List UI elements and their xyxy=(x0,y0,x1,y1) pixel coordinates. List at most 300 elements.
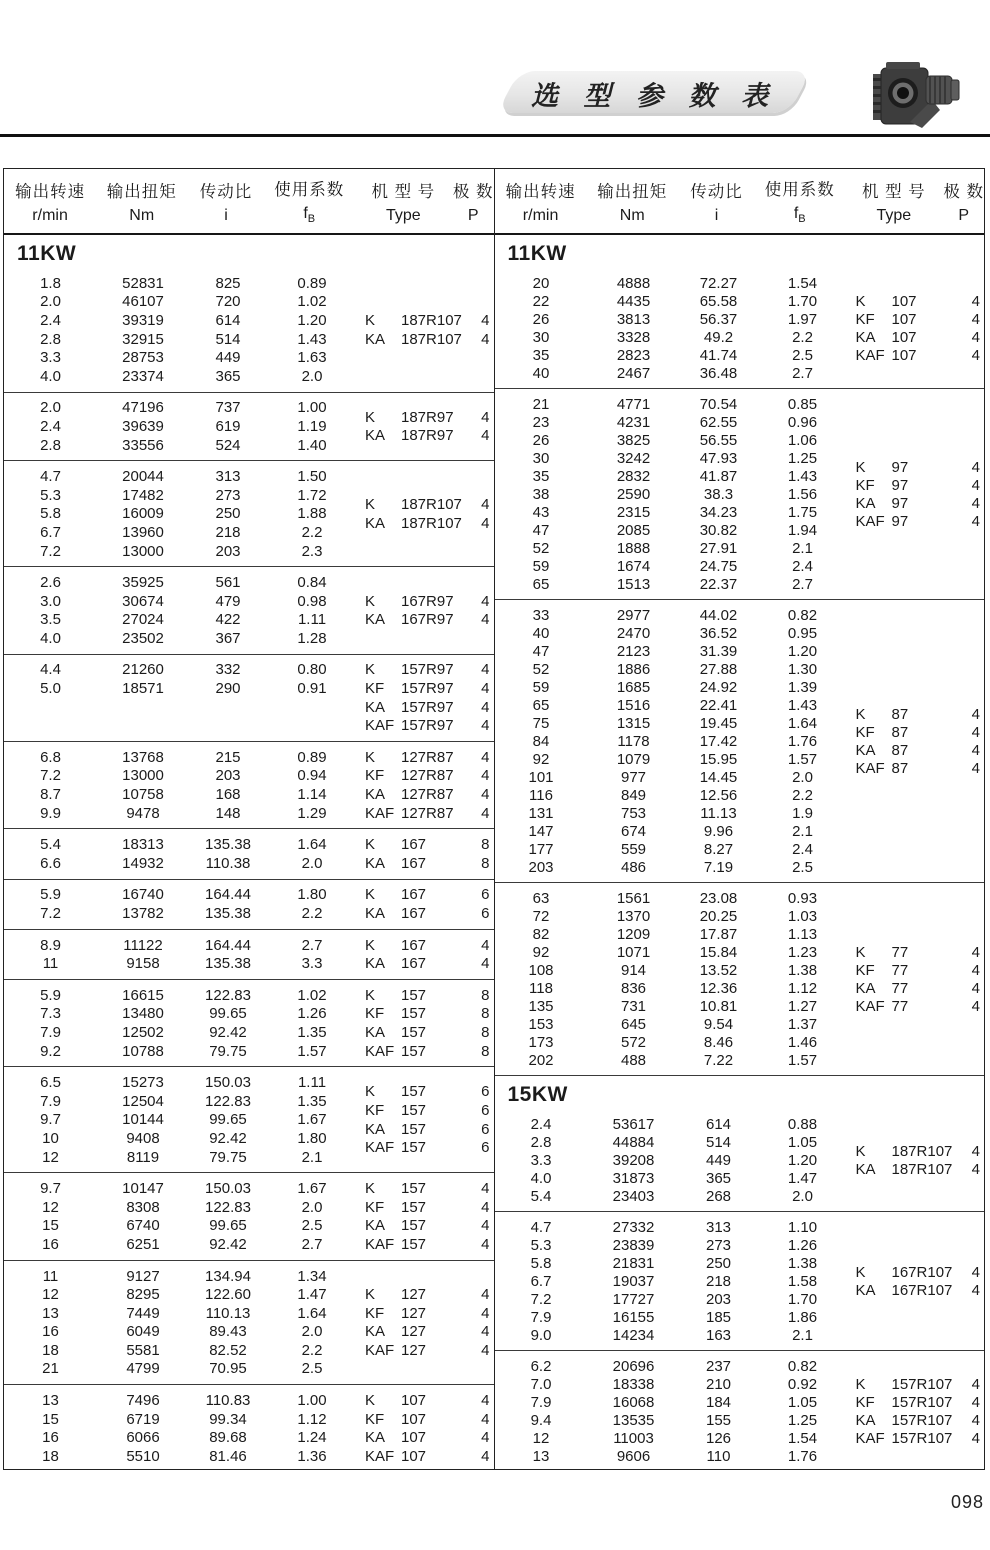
table-row xyxy=(4,1285,357,1304)
table-row xyxy=(4,293,357,312)
table-row xyxy=(4,399,357,418)
speed-cell: 52 xyxy=(532,660,550,678)
torque-cell: 9158 xyxy=(126,955,160,973)
pole-cell: 4 xyxy=(481,1286,490,1304)
group-types xyxy=(848,1218,985,1344)
torque-cell: 4435 xyxy=(616,292,651,310)
table-row xyxy=(495,328,848,346)
speed-cell: 5.9 xyxy=(40,986,61,1004)
type-prefix: KF xyxy=(365,1198,385,1216)
service-factor-cell: 1.12 xyxy=(787,979,818,997)
type-prefix: K xyxy=(365,886,376,904)
torque-cell: 14932 xyxy=(122,854,164,872)
torque-cell: 27024 xyxy=(122,611,164,629)
type-row xyxy=(357,1341,494,1360)
ratio-cell: 36.52 xyxy=(699,624,738,642)
table-row xyxy=(495,1218,848,1236)
ratio-cell: 8.27 xyxy=(703,840,734,858)
service-factor-cell: 1.05 xyxy=(787,1393,818,1411)
speed-cell: 12 xyxy=(42,1286,59,1304)
type-model: 167R97 xyxy=(401,611,454,629)
service-factor-cell: 2.1 xyxy=(301,1148,323,1166)
pole-cell: 4 xyxy=(481,1198,490,1216)
torque-cell: 13782 xyxy=(122,905,164,923)
table-row xyxy=(495,1326,848,1344)
torque-cell: 1209 xyxy=(616,925,651,943)
table-row xyxy=(4,804,357,823)
service-factor-cell: 1.76 xyxy=(787,732,818,750)
torque-cell: 10788 xyxy=(122,1042,164,1060)
service-factor-cell: 1.58 xyxy=(787,1272,818,1290)
ratio-cell: 614 xyxy=(705,1115,732,1133)
table-row xyxy=(4,661,357,680)
ratio-cell: 65.58 xyxy=(699,292,738,310)
type-row xyxy=(357,1285,494,1304)
torque-cell: 11003 xyxy=(613,1429,654,1447)
type-model: 107 xyxy=(891,310,917,328)
pole-cell: 4 xyxy=(481,680,490,698)
speed-cell: 5.4 xyxy=(530,1187,552,1205)
service-factor-cell: 1.35 xyxy=(297,1092,327,1110)
ratio-cell: 163 xyxy=(705,1326,732,1344)
table-row xyxy=(4,592,357,611)
group-types xyxy=(357,1073,494,1166)
torque-cell: 16068 xyxy=(612,1393,655,1411)
group-types xyxy=(357,936,494,973)
torque-cell: 753 xyxy=(620,804,647,822)
group-rows xyxy=(495,1357,848,1465)
type-row xyxy=(357,1217,494,1236)
table-row xyxy=(495,1169,848,1187)
torque-cell: 559 xyxy=(620,840,647,858)
ratio-cell: 82.52 xyxy=(209,1341,247,1359)
torque-cell: 7496 xyxy=(126,1392,160,1410)
table-row xyxy=(495,1115,848,1133)
ratio-cell: 365 xyxy=(215,367,241,385)
service-factor-cell: 1.27 xyxy=(787,997,818,1015)
type-row xyxy=(357,592,494,611)
service-factor-cell: 1.02 xyxy=(297,293,327,311)
pole-cell: 6 xyxy=(481,1120,490,1138)
type-model: 187R107 xyxy=(891,1160,953,1178)
torque-cell: 30674 xyxy=(122,592,164,610)
type-row xyxy=(848,1281,985,1299)
torque-cell: 16740 xyxy=(122,886,164,904)
type-row xyxy=(848,512,985,530)
type-prefix: K xyxy=(365,592,376,610)
torque-cell: 39639 xyxy=(122,417,164,435)
speed-cell: 40 xyxy=(532,624,550,642)
column-header-label: 输出扭矩 xyxy=(106,182,177,201)
speed-cell: 135 xyxy=(528,997,554,1015)
type-row xyxy=(357,698,494,717)
table-row xyxy=(495,750,848,768)
torque-cell: 32915 xyxy=(122,330,164,348)
type-row xyxy=(357,408,494,427)
table-row xyxy=(495,485,848,503)
pole-cell: 4 xyxy=(481,1323,490,1341)
table-row xyxy=(4,835,357,854)
type-row xyxy=(357,611,494,630)
speed-cell: 15 xyxy=(42,1217,59,1235)
type-row xyxy=(357,716,494,735)
speed-cell: 12 xyxy=(42,1198,59,1216)
type-model: 167 xyxy=(401,905,427,923)
ratio-cell: 825 xyxy=(215,274,241,292)
table-row xyxy=(495,1429,848,1447)
torque-cell: 13000 xyxy=(122,542,164,560)
type-row xyxy=(848,292,985,310)
type-model: 87 xyxy=(891,705,909,723)
speed-cell: 4.4 xyxy=(40,661,61,679)
speed-cell: 11 xyxy=(42,955,59,973)
group-rows xyxy=(495,395,848,593)
type-row xyxy=(848,328,985,346)
torque-cell: 2832 xyxy=(616,467,651,485)
speed-cell: 2.4 xyxy=(530,1115,552,1133)
pole-cell: 4 xyxy=(971,458,980,476)
type-model: 127R87 xyxy=(401,786,454,804)
service-factor-cell: 1.64 xyxy=(297,836,327,854)
speed-cell: 7.2 xyxy=(40,905,61,923)
speed-cell: 2.8 xyxy=(40,436,61,454)
column-header xyxy=(943,178,984,225)
type-row xyxy=(848,1160,985,1178)
torque-cell: 572 xyxy=(620,1033,647,1051)
speed-cell: 65 xyxy=(532,575,550,593)
group-rows xyxy=(4,399,357,455)
type-prefix: KAF xyxy=(365,804,395,822)
type-prefix: KAF xyxy=(365,717,395,735)
group-rows xyxy=(4,886,357,923)
service-factor-cell: 2.2 xyxy=(301,1341,323,1359)
service-factor-cell: 0.95 xyxy=(787,624,818,642)
service-factor-cell: 2.1 xyxy=(792,539,813,557)
torque-cell: 14234 xyxy=(612,1326,655,1344)
table-row xyxy=(4,467,357,486)
table-row xyxy=(495,768,848,786)
speed-cell: 13 xyxy=(532,1447,550,1465)
column-header-unit: i xyxy=(714,206,719,224)
service-factor-cell: 2.3 xyxy=(301,542,323,560)
torque-cell: 44884 xyxy=(612,1133,655,1151)
service-factor-cell: 1.50 xyxy=(297,468,327,486)
pole-cell: 4 xyxy=(481,408,490,426)
pole-cell: 4 xyxy=(971,961,980,979)
type-model: 157 xyxy=(401,1217,427,1235)
pole-cell: 4 xyxy=(481,1392,490,1410)
pole-cell: 4 xyxy=(481,330,490,348)
table-row xyxy=(495,678,848,696)
service-factor-cell: 1.57 xyxy=(297,1042,327,1060)
ratio-cell: 20.25 xyxy=(699,907,738,925)
type-prefix: KF xyxy=(365,1410,385,1428)
speed-cell: 202 xyxy=(528,1051,554,1069)
pole-cell: 4 xyxy=(481,717,490,735)
group-types xyxy=(848,1115,985,1205)
speed-cell: 7.2 xyxy=(40,542,61,560)
service-factor-cell: 2.5 xyxy=(792,858,813,876)
type-prefix: K xyxy=(855,705,866,723)
table-row xyxy=(495,1051,848,1069)
table-row xyxy=(495,907,848,925)
type-model: 77 xyxy=(891,997,909,1015)
service-factor-cell: 1.40 xyxy=(297,436,327,454)
column-header xyxy=(844,178,943,225)
torque-cell: 2823 xyxy=(616,346,651,364)
type-prefix: K xyxy=(855,458,866,476)
torque-cell: 33556 xyxy=(122,436,164,454)
pole-cell: 4 xyxy=(481,698,490,716)
ratio-cell: 99.65 xyxy=(209,1217,247,1235)
service-factor-cell: 1.56 xyxy=(787,485,818,503)
type-model: 157 xyxy=(401,1120,427,1138)
service-factor-cell: 2.7 xyxy=(301,1235,323,1253)
torque-cell: 13535 xyxy=(612,1411,655,1429)
group-types xyxy=(357,467,494,560)
type-prefix: K xyxy=(365,661,376,679)
ratio-cell: 514 xyxy=(215,330,241,348)
table-header xyxy=(4,169,494,235)
type-prefix: K xyxy=(855,292,866,310)
torque-cell: 3813 xyxy=(616,310,651,328)
type-prefix: K xyxy=(365,1180,376,1198)
speed-cell: 16 xyxy=(42,1235,59,1253)
service-factor-cell: 1.35 xyxy=(297,1023,327,1041)
group-rows xyxy=(4,467,357,560)
table-row xyxy=(4,367,357,386)
rating-group xyxy=(4,1067,494,1173)
pole-cell: 4 xyxy=(481,1447,490,1465)
type-prefix: KA xyxy=(855,494,876,512)
type-model: 157 xyxy=(401,1042,427,1060)
service-factor-cell: 1.20 xyxy=(787,1151,818,1169)
type-model: 157 xyxy=(401,1083,427,1101)
speed-cell: 26 xyxy=(532,310,550,328)
table-row xyxy=(4,542,357,561)
table-row xyxy=(495,467,848,485)
column-header-unit: $f_B$ xyxy=(793,205,806,226)
speed-cell: 7.2 xyxy=(530,1290,552,1308)
pole-cell: 4 xyxy=(971,310,980,328)
type-model: 107 xyxy=(401,1447,427,1465)
ratio-cell: 332 xyxy=(215,661,241,679)
torque-cell: 19037 xyxy=(612,1272,655,1290)
speed-cell: 15 xyxy=(42,1410,59,1428)
table-row xyxy=(4,486,357,505)
speed-cell: 3.3 xyxy=(40,349,61,367)
column-header xyxy=(4,178,96,225)
column-header-unit: $f_B$ xyxy=(303,205,316,226)
ratio-cell: 614 xyxy=(215,311,241,329)
type-model: 167R107 xyxy=(891,1263,953,1281)
torque-cell: 1178 xyxy=(617,732,650,750)
type-prefix: K xyxy=(365,748,376,766)
ratio-cell: 168 xyxy=(215,786,241,804)
speed-cell: 18 xyxy=(42,1341,59,1359)
speed-cell: 47 xyxy=(532,642,550,660)
type-model: 87 xyxy=(891,759,909,777)
torque-cell: 1079 xyxy=(616,750,651,768)
type-row xyxy=(357,1447,494,1466)
type-prefix: KF xyxy=(855,723,875,741)
group-rows xyxy=(4,748,357,822)
table-row xyxy=(495,1411,848,1429)
speed-cell: 30 xyxy=(532,449,550,467)
type-model: 107 xyxy=(891,328,917,346)
table-row xyxy=(4,748,357,767)
table-header xyxy=(495,169,985,235)
type-row xyxy=(357,767,494,786)
service-factor-cell: 0.92 xyxy=(787,1375,818,1393)
pole-cell: 4 xyxy=(481,427,490,445)
speed-cell: 3.0 xyxy=(40,592,61,610)
torque-cell: 12502 xyxy=(122,1023,164,1041)
service-factor-cell: 2.0 xyxy=(792,768,813,786)
service-factor-cell: 2.1 xyxy=(792,822,813,840)
speed-cell: 35 xyxy=(532,467,550,485)
type-model: 157 xyxy=(401,1235,427,1253)
table-row xyxy=(4,523,357,542)
torque-cell: 977 xyxy=(620,768,647,786)
column-header-unit: Nm xyxy=(129,206,155,224)
type-prefix: KA xyxy=(365,1217,386,1235)
ratio-cell: 122.83 xyxy=(205,1198,251,1216)
table-row xyxy=(4,1323,357,1342)
service-factor-cell: 1.43 xyxy=(297,330,327,348)
service-factor-cell: 2.2 xyxy=(792,328,813,346)
table-row xyxy=(495,1272,848,1290)
type-prefix: KAF xyxy=(365,1139,395,1157)
speed-cell: 4.7 xyxy=(530,1218,552,1236)
type-model: 167 xyxy=(401,854,427,872)
table-row xyxy=(4,274,357,293)
service-factor-cell: 1.47 xyxy=(787,1169,818,1187)
ratio-cell: 79.75 xyxy=(209,1042,247,1060)
section-title: 15KW xyxy=(507,1083,568,1106)
column-header xyxy=(755,176,844,225)
pole-cell: 4 xyxy=(481,1217,490,1235)
service-factor-cell: 2.5 xyxy=(301,1360,323,1378)
service-factor-cell: 0.88 xyxy=(787,1115,818,1133)
speed-cell: 108 xyxy=(528,961,554,979)
service-factor-cell: 1.00 xyxy=(297,1392,327,1410)
table-row xyxy=(495,660,848,678)
torque-cell: 47196 xyxy=(122,399,164,417)
pole-cell: 4 xyxy=(971,292,980,310)
type-prefix: K xyxy=(365,1286,376,1304)
group-types xyxy=(357,661,494,735)
table-row xyxy=(4,1410,357,1429)
type-model: 97 xyxy=(891,458,909,476)
ratio-cell: 41.87 xyxy=(699,467,738,485)
table-row xyxy=(495,642,848,660)
service-factor-cell: 2.4 xyxy=(792,557,813,575)
ratio-cell: 155 xyxy=(705,1411,732,1429)
speed-cell: 2.8 xyxy=(40,330,61,348)
table-row xyxy=(4,1023,357,1042)
torque-cell: 46107 xyxy=(122,293,164,311)
pole-cell: 4 xyxy=(971,1160,980,1178)
ratio-cell: 15.95 xyxy=(699,750,738,768)
ratio-cell: 203 xyxy=(215,767,241,785)
service-factor-cell: 1.00 xyxy=(297,399,327,417)
type-row xyxy=(357,785,494,804)
rating-group xyxy=(4,1261,494,1386)
type-row xyxy=(848,1375,985,1393)
ratio-cell: 479 xyxy=(215,592,241,610)
pole-cell: 4 xyxy=(481,311,490,329)
service-factor-cell: 1.25 xyxy=(787,1411,818,1429)
column-header xyxy=(96,178,187,225)
service-factor-cell: 1.06 xyxy=(787,431,818,449)
pole-cell: 6 xyxy=(481,1139,490,1157)
torque-cell: 2467 xyxy=(616,364,651,382)
type-model: 157 xyxy=(401,1005,427,1023)
pole-cell: 8 xyxy=(481,1005,490,1023)
type-prefix: KAF xyxy=(365,1235,395,1253)
speed-cell: 8.7 xyxy=(40,786,61,804)
type-row xyxy=(357,311,494,330)
ratio-cell: 218 xyxy=(705,1272,732,1290)
type-row xyxy=(357,661,494,680)
service-factor-cell: 1.38 xyxy=(787,1254,818,1272)
speed-cell: 7.9 xyxy=(530,1393,552,1411)
type-prefix: KA xyxy=(855,328,876,346)
service-factor-cell: 0.91 xyxy=(297,680,327,698)
table-row xyxy=(4,1005,357,1024)
speed-cell: 92 xyxy=(532,750,550,768)
table-row xyxy=(4,505,357,524)
torque-cell: 2085 xyxy=(616,521,651,539)
ratio-cell: 150.03 xyxy=(205,1180,251,1198)
type-model: 187R97 xyxy=(401,427,454,445)
speed-cell: 9.7 xyxy=(40,1111,61,1129)
table-row xyxy=(495,431,848,449)
type-model: 157 xyxy=(401,1180,427,1198)
torque-cell: 17482 xyxy=(122,486,164,504)
table-column-left xyxy=(4,169,495,1469)
group-rows xyxy=(4,661,357,735)
type-row xyxy=(357,1120,494,1139)
speed-cell: 21 xyxy=(532,395,550,413)
ratio-cell: 250 xyxy=(215,505,241,523)
torque-cell: 13480 xyxy=(122,1005,164,1023)
torque-cell: 23403 xyxy=(612,1187,655,1205)
ratio-cell: 23.08 xyxy=(699,889,738,907)
table-row xyxy=(495,575,848,593)
speed-cell: 147 xyxy=(528,822,554,840)
ratio-cell: 72.27 xyxy=(699,274,738,292)
type-prefix: KA xyxy=(365,611,386,629)
ratio-cell: 203 xyxy=(705,1290,732,1308)
section-title: 11KW xyxy=(507,242,567,265)
torque-cell: 6066 xyxy=(126,1429,160,1447)
service-factor-cell: 1.24 xyxy=(297,1429,327,1447)
pole-cell: 8 xyxy=(481,1042,490,1060)
group-rows xyxy=(4,986,357,1060)
torque-cell: 10144 xyxy=(122,1111,164,1129)
ratio-cell: 737 xyxy=(215,399,241,417)
pole-cell: 4 xyxy=(481,955,490,973)
speed-cell: 9.9 xyxy=(40,804,61,822)
type-row xyxy=(848,1429,985,1447)
ratio-cell: 56.55 xyxy=(699,431,738,449)
speed-cell: 16 xyxy=(42,1429,59,1447)
column-header-label: 机 型 号 xyxy=(862,182,926,201)
column-header-label: 输出扭矩 xyxy=(597,182,668,201)
torque-cell: 6251 xyxy=(126,1235,160,1253)
